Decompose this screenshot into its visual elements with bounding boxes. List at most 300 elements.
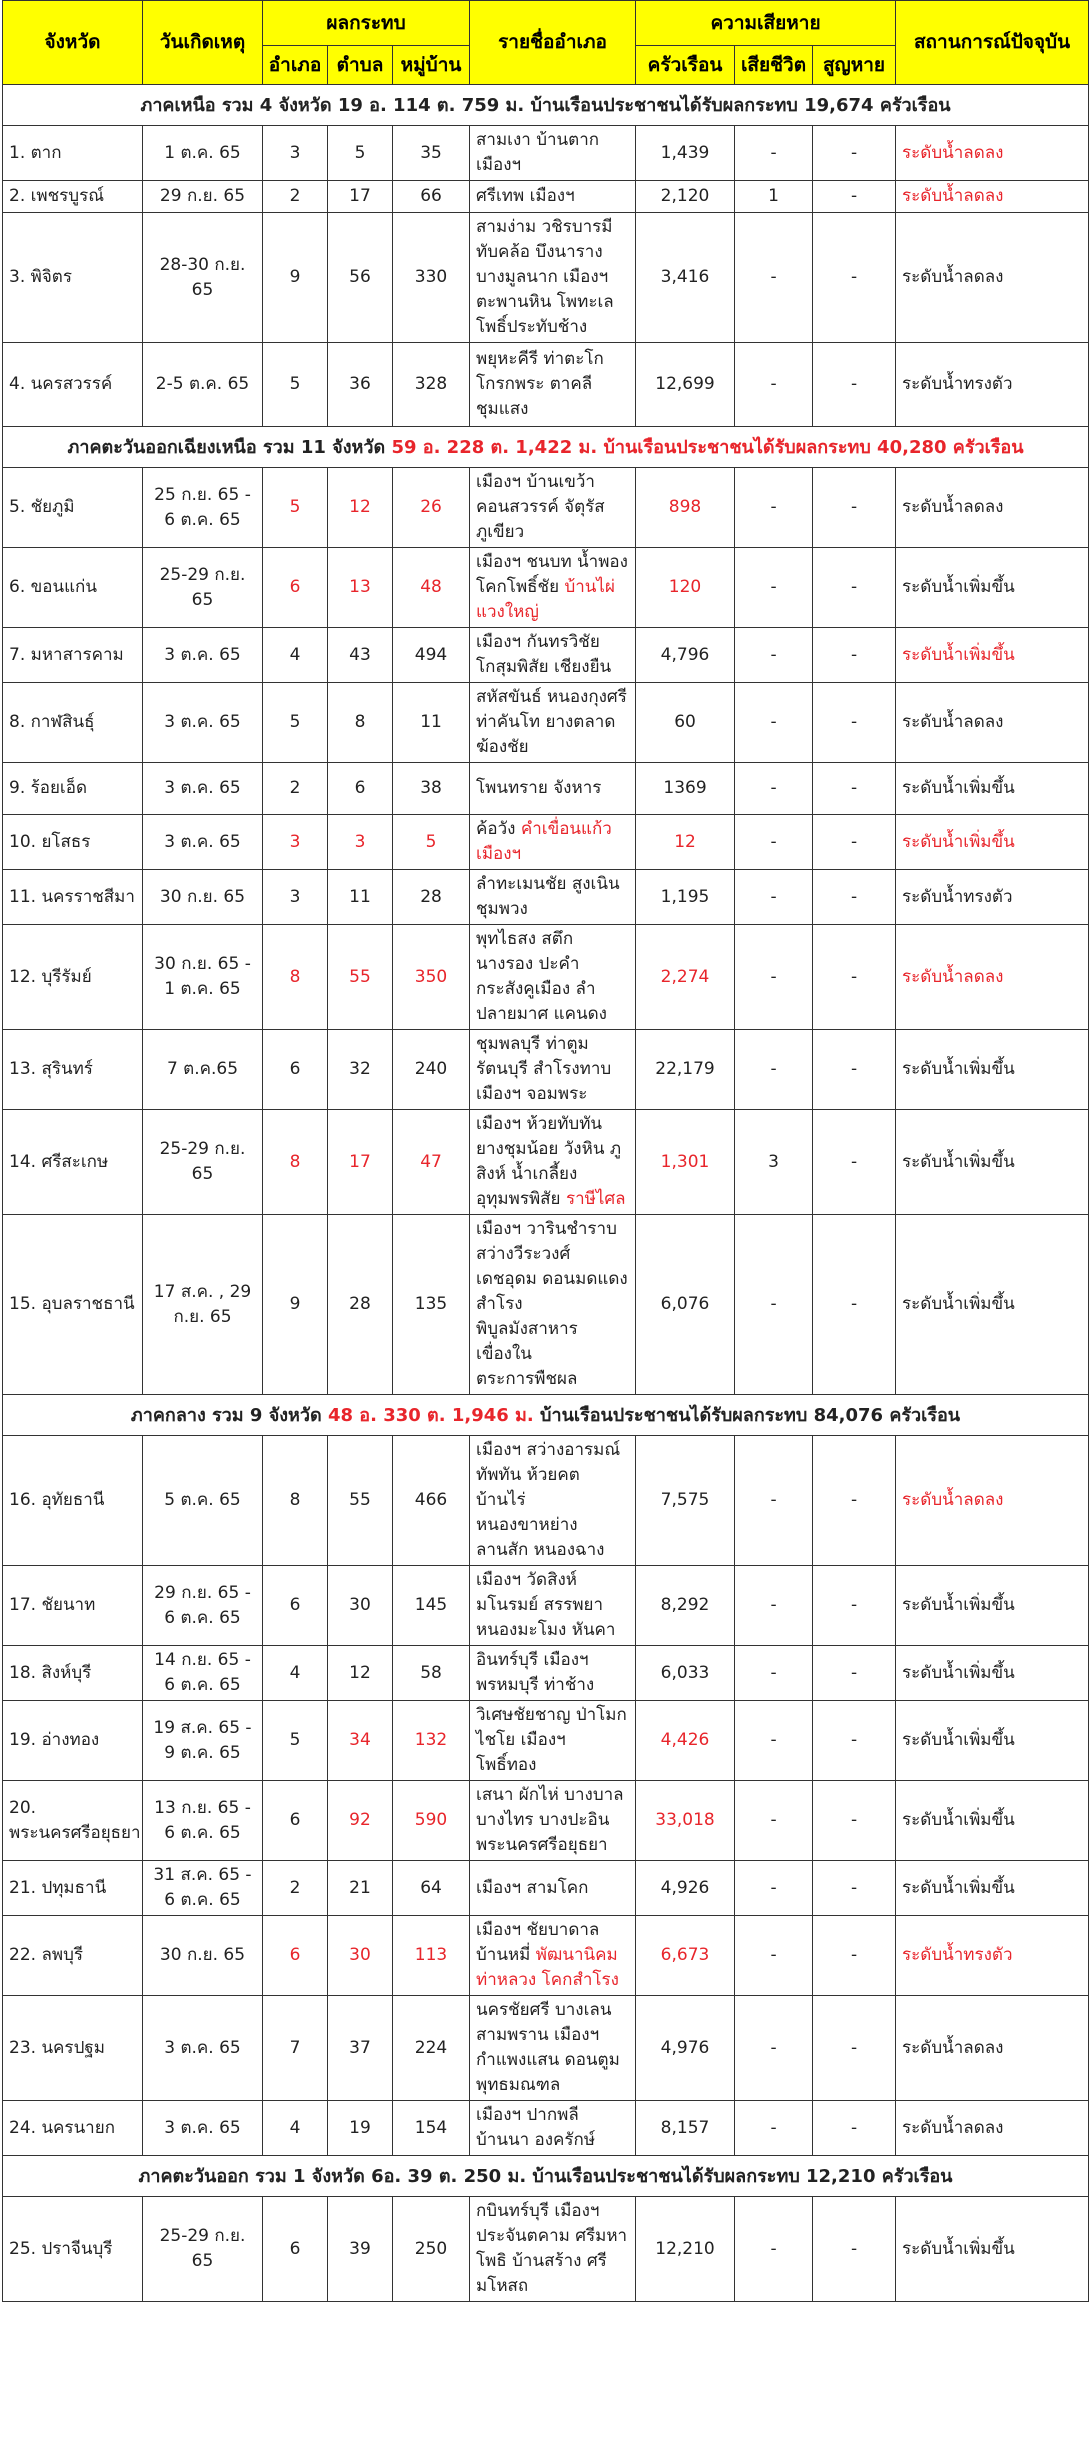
district-names-text: นครชัยศรี บางเลน สามพราน เมืองฯ กำแพงแสน ดอนตูม พุทธมณฑล bbox=[476, 2000, 620, 2095]
cell-muban: 48 bbox=[393, 548, 470, 628]
table-row bbox=[3, 1030, 1089, 1110]
table-row bbox=[3, 213, 1089, 343]
cell-households: 8,292 bbox=[636, 1566, 735, 1646]
cell-amphoe: 6 bbox=[263, 1916, 328, 1996]
table-row bbox=[3, 1566, 1089, 1646]
cell-date: 25 ก.ย. 65 - 6 ต.ค. 65 bbox=[143, 468, 263, 548]
district-names-text: สามเงา บ้านตาก เมืองฯ bbox=[476, 130, 600, 175]
cell-date: 3 ต.ค. 65 bbox=[143, 1996, 263, 2101]
cell-province: 22. ลพบุรี bbox=[3, 1916, 143, 1996]
cell-province: 10. ยโสธร bbox=[3, 815, 143, 870]
table-row bbox=[3, 2101, 1089, 2156]
cell-status: ระดับน้ำเพิ่มขึ้น bbox=[896, 1646, 1089, 1701]
cell-amphoe: 5 bbox=[263, 343, 328, 427]
cell-province: 14. ศรีสะเกษ bbox=[3, 1110, 143, 1215]
cell-tambon: 12 bbox=[328, 468, 393, 548]
cell-deaths: - bbox=[735, 1436, 813, 1566]
cell-deaths: - bbox=[735, 1781, 813, 1861]
region-row bbox=[3, 1395, 1089, 1436]
cell-households: 6,076 bbox=[636, 1215, 735, 1395]
cell-district-names bbox=[470, 683, 636, 763]
cell-amphoe: 8 bbox=[263, 1110, 328, 1215]
district-names-new: บ้านไผ่ แวงใหญ่ bbox=[476, 577, 615, 622]
cell-date: 1 ต.ค. 65 bbox=[143, 126, 263, 181]
cell-deaths: - bbox=[735, 548, 813, 628]
cell-muban: 66 bbox=[393, 181, 470, 213]
cell-date: 19 ส.ค. 65 - 9 ต.ค. 65 bbox=[143, 1701, 263, 1781]
cell-district-names bbox=[470, 1215, 636, 1395]
cell-missing: - bbox=[813, 548, 896, 628]
table-row bbox=[3, 1436, 1089, 1566]
cell-tambon: 56 bbox=[328, 213, 393, 343]
cell-households: 1369 bbox=[636, 763, 735, 815]
cell-muban: 330 bbox=[393, 213, 470, 343]
cell-amphoe: 7 bbox=[263, 1996, 328, 2101]
cell-muban: 250 bbox=[393, 2197, 470, 2302]
cell-tambon: 36 bbox=[328, 343, 393, 427]
cell-amphoe: 4 bbox=[263, 628, 328, 683]
cell-province: 9. ร้อยเอ็ด bbox=[3, 763, 143, 815]
col-missing-header: สูญหาย bbox=[813, 46, 896, 85]
cell-muban: 64 bbox=[393, 1861, 470, 1916]
cell-province: 1. ตาก bbox=[3, 126, 143, 181]
cell-tambon: 28 bbox=[328, 1215, 393, 1395]
cell-missing: - bbox=[813, 1436, 896, 1566]
cell-missing: - bbox=[813, 925, 896, 1030]
col-deaths-header: เสียชีวิต bbox=[735, 46, 813, 85]
cell-amphoe: 8 bbox=[263, 1436, 328, 1566]
cell-amphoe: 5 bbox=[263, 468, 328, 548]
cell-missing: - bbox=[813, 181, 896, 213]
cell-date: 30 ก.ย. 65 - 1 ต.ค. 65 bbox=[143, 925, 263, 1030]
cell-muban: 26 bbox=[393, 468, 470, 548]
cell-district-names bbox=[470, 1566, 636, 1646]
cell-missing: - bbox=[813, 343, 896, 427]
cell-province: 23. นครปฐม bbox=[3, 1996, 143, 2101]
table-row bbox=[3, 181, 1089, 213]
cell-deaths: - bbox=[735, 1215, 813, 1395]
cell-muban: 11 bbox=[393, 683, 470, 763]
table-row bbox=[3, 126, 1089, 181]
cell-deaths: - bbox=[735, 1030, 813, 1110]
cell-tambon: 21 bbox=[328, 1861, 393, 1916]
cell-tambon: 39 bbox=[328, 2197, 393, 2302]
cell-households: 22,179 bbox=[636, 1030, 735, 1110]
cell-date: 3 ต.ค. 65 bbox=[143, 763, 263, 815]
cell-date: 13 ก.ย. 65 - 6 ต.ค. 65 bbox=[143, 1781, 263, 1861]
cell-missing: - bbox=[813, 763, 896, 815]
table-row bbox=[3, 815, 1089, 870]
region-label-suffix: บ้านเรือนประชาชนได้รับผลกระทบ 84,076 ครัวเรือน bbox=[533, 1404, 961, 1426]
cell-households: 4,426 bbox=[636, 1701, 735, 1781]
col-households-header: ครัวเรือน bbox=[636, 46, 735, 85]
cell-tambon: 5 bbox=[328, 126, 393, 181]
cell-date: 29 ก.ย. 65 - 6 ต.ค. 65 bbox=[143, 1566, 263, 1646]
table-body bbox=[3, 85, 1089, 2302]
cell-missing: - bbox=[813, 1646, 896, 1701]
cell-date: 28-30 ก.ย. 65 bbox=[143, 213, 263, 343]
col-status-header: สถานการณ์ปัจจุบัน bbox=[896, 1, 1089, 85]
region-row bbox=[3, 2156, 1089, 2197]
cell-muban: 466 bbox=[393, 1436, 470, 1566]
cell-status: ระดับน้ำเพิ่มขึ้น bbox=[896, 1566, 1089, 1646]
cell-status: ระดับน้ำลดลง bbox=[896, 181, 1089, 213]
cell-status: ระดับน้ำลดลง bbox=[896, 683, 1089, 763]
cell-status: ระดับน้ำลดลง bbox=[896, 1436, 1089, 1566]
cell-province: 19. อ่างทอง bbox=[3, 1701, 143, 1781]
cell-amphoe: 5 bbox=[263, 1701, 328, 1781]
cell-deaths: - bbox=[735, 763, 813, 815]
cell-households: 8,157 bbox=[636, 2101, 735, 2156]
cell-date: 29 ก.ย. 65 bbox=[143, 181, 263, 213]
cell-amphoe: 3 bbox=[263, 815, 328, 870]
cell-amphoe: 6 bbox=[263, 1781, 328, 1861]
cell-tambon: 12 bbox=[328, 1646, 393, 1701]
district-names-text: เมืองฯ ชนบท น้ำพอง โคกโพธิ์ชัย bbox=[476, 552, 628, 597]
cell-date: 5 ต.ค. 65 bbox=[143, 1436, 263, 1566]
table-row bbox=[3, 925, 1089, 1030]
cell-missing: - bbox=[813, 126, 896, 181]
cell-district-names bbox=[470, 1110, 636, 1215]
cell-province: 8. กาฬสินธุ์ bbox=[3, 683, 143, 763]
table-row bbox=[3, 1701, 1089, 1781]
cell-province: 16. อุทัยธานี bbox=[3, 1436, 143, 1566]
cell-missing: - bbox=[813, 213, 896, 343]
cell-status: ระดับน้ำเพิ่มขึ้น bbox=[896, 1030, 1089, 1110]
table-row bbox=[3, 1215, 1089, 1395]
cell-province: 20. พระนครศรีอยุธยา bbox=[3, 1781, 143, 1861]
cell-tambon: 3 bbox=[328, 815, 393, 870]
cell-tambon: 43 bbox=[328, 628, 393, 683]
cell-status: ระดับน้ำลดลง bbox=[896, 468, 1089, 548]
col-damage-header: ความเสียหาย bbox=[636, 1, 896, 46]
cell-district-names bbox=[470, 1916, 636, 1996]
cell-province: 7. มหาสารคาม bbox=[3, 628, 143, 683]
cell-amphoe: 2 bbox=[263, 1861, 328, 1916]
cell-deaths: - bbox=[735, 628, 813, 683]
cell-households: 12,699 bbox=[636, 343, 735, 427]
col-impact-header: ผลกระทบ bbox=[263, 1, 470, 46]
cell-tambon: 19 bbox=[328, 2101, 393, 2156]
cell-tambon: 92 bbox=[328, 1781, 393, 1861]
cell-muban: 113 bbox=[393, 1916, 470, 1996]
cell-deaths: 1 bbox=[735, 181, 813, 213]
cell-district-names bbox=[470, 815, 636, 870]
cell-tambon: 13 bbox=[328, 548, 393, 628]
region-label-highlight: 48 อ. 330 ต. 1,946 ม. bbox=[327, 1404, 534, 1426]
cell-deaths: - bbox=[735, 213, 813, 343]
cell-missing: - bbox=[813, 683, 896, 763]
cell-missing: - bbox=[813, 1030, 896, 1110]
cell-tambon: 17 bbox=[328, 1110, 393, 1215]
col-tambon-header: ตำบล bbox=[328, 46, 393, 85]
table-row bbox=[3, 1916, 1089, 1996]
district-names-text: เมืองฯ ชัยบาดาล บ้านหมี่ bbox=[476, 1920, 600, 1965]
cell-status: ระดับน้ำเพิ่มขึ้น bbox=[896, 763, 1089, 815]
cell-province: 6. ขอนแก่น bbox=[3, 548, 143, 628]
cell-deaths: - bbox=[735, 925, 813, 1030]
cell-missing: - bbox=[813, 1566, 896, 1646]
cell-tambon: 30 bbox=[328, 1916, 393, 1996]
cell-tambon: 34 bbox=[328, 1701, 393, 1781]
cell-households: 12,210 bbox=[636, 2197, 735, 2302]
cell-status: ระดับน้ำทรงตัว bbox=[896, 343, 1089, 427]
cell-missing: - bbox=[813, 1861, 896, 1916]
cell-status: ระดับน้ำเพิ่มขึ้น bbox=[896, 1781, 1089, 1861]
district-names-text: ลำทะเมนชัย สูงเนิน ชุมพวง bbox=[476, 874, 620, 919]
cell-deaths: - bbox=[735, 343, 813, 427]
region-summary bbox=[3, 85, 1089, 126]
cell-date: 7 ต.ค.65 bbox=[143, 1030, 263, 1110]
region-label-prefix: ภาคตะวันออกเฉียงเหนือ รวม 11 จังหวัด bbox=[67, 436, 392, 458]
cell-households: 6,033 bbox=[636, 1646, 735, 1701]
cell-households: 4,796 bbox=[636, 628, 735, 683]
cell-tambon: 55 bbox=[328, 925, 393, 1030]
cell-muban: 132 bbox=[393, 1701, 470, 1781]
table-row bbox=[3, 628, 1089, 683]
cell-households: 898 bbox=[636, 468, 735, 548]
cell-amphoe: 6 bbox=[263, 1566, 328, 1646]
district-names-text: เมืองฯ ปากพลี บ้านนา องครักษ์ bbox=[476, 2105, 596, 2150]
cell-households: 1,195 bbox=[636, 870, 735, 925]
cell-province: 15. อุบลราชธานี bbox=[3, 1215, 143, 1395]
cell-date: 25-29 ก.ย. 65 bbox=[143, 2197, 263, 2302]
cell-province: 5. ชัยภูมิ bbox=[3, 468, 143, 548]
district-names-text: สามง่าม วชิรบารมี ทับคล้อ บึงนาราง บางมูลนาก เมืองฯ ตะพานหิน โพทะเล โพธิ์ประทับช้าง bbox=[476, 217, 614, 337]
cell-district-names bbox=[470, 1996, 636, 2101]
cell-province: 13. สุรินทร์ bbox=[3, 1030, 143, 1110]
district-names-text: วิเศษชัยชาญ ป่าโมก ไชโย เมืองฯ โพธิ์ทอง bbox=[476, 1705, 627, 1775]
table-row bbox=[3, 2197, 1089, 2302]
cell-status: ระดับน้ำเพิ่มขึ้น bbox=[896, 1701, 1089, 1781]
cell-households: 60 bbox=[636, 683, 735, 763]
cell-muban: 240 bbox=[393, 1030, 470, 1110]
cell-deaths: - bbox=[735, 1701, 813, 1781]
cell-district-names bbox=[470, 548, 636, 628]
cell-amphoe: 6 bbox=[263, 548, 328, 628]
cell-date: 30 ก.ย. 65 bbox=[143, 1916, 263, 1996]
cell-province: 25. ปราจีนบุรี bbox=[3, 2197, 143, 2302]
cell-amphoe: 4 bbox=[263, 1646, 328, 1701]
cell-date: 31 ส.ค. 65 - 6 ต.ค. 65 bbox=[143, 1861, 263, 1916]
cell-district-names bbox=[470, 126, 636, 181]
cell-date: 3 ต.ค. 65 bbox=[143, 628, 263, 683]
cell-deaths: 3 bbox=[735, 1110, 813, 1215]
cell-amphoe: 2 bbox=[263, 181, 328, 213]
cell-missing: - bbox=[813, 2101, 896, 2156]
cell-households: 3,416 bbox=[636, 213, 735, 343]
cell-status: ระดับน้ำเพิ่มขึ้น bbox=[896, 548, 1089, 628]
cell-district-names bbox=[470, 1701, 636, 1781]
table-row bbox=[3, 1781, 1089, 1861]
cell-date: 25-29 ก.ย. 65 bbox=[143, 1110, 263, 1215]
cell-date: 2-5 ต.ค. 65 bbox=[143, 343, 263, 427]
cell-district-names bbox=[470, 213, 636, 343]
region-row bbox=[3, 85, 1089, 126]
region-label-highlight: 59 อ. 228 ต. 1,422 ม. บ้านเรือนประชาชนได้รับผลกระทบ 40,280 ครัวเรือน bbox=[391, 436, 1024, 458]
cell-district-names bbox=[470, 343, 636, 427]
cell-date: 3 ต.ค. 65 bbox=[143, 2101, 263, 2156]
cell-status: ระดับน้ำเพิ่มขึ้น bbox=[896, 815, 1089, 870]
cell-deaths: - bbox=[735, 1996, 813, 2101]
cell-deaths: - bbox=[735, 870, 813, 925]
cell-households: 1,439 bbox=[636, 126, 735, 181]
district-names-text: ค้อวัง bbox=[476, 819, 516, 839]
cell-households: 7,575 bbox=[636, 1436, 735, 1566]
cell-deaths: - bbox=[735, 1646, 813, 1701]
cell-amphoe: 8 bbox=[263, 925, 328, 1030]
cell-province: 17. ชัยนาท bbox=[3, 1566, 143, 1646]
cell-households: 4,926 bbox=[636, 1861, 735, 1916]
cell-households: 2,274 bbox=[636, 925, 735, 1030]
district-names-text: เมืองฯ สว่างอารมณ์ ทัพทัน ห้วยคต บ้านไร่ หนองขาหย่าง ลานสัก หนองฉาง bbox=[476, 1440, 621, 1560]
cell-muban: 224 bbox=[393, 1996, 470, 2101]
cell-amphoe: 9 bbox=[263, 1215, 328, 1395]
cell-amphoe: 2 bbox=[263, 763, 328, 815]
table-row bbox=[3, 468, 1089, 548]
cell-muban: 5 bbox=[393, 815, 470, 870]
cell-muban: 38 bbox=[393, 763, 470, 815]
col-muban-header: หมู่บ้าน bbox=[393, 46, 470, 85]
cell-tambon: 17 bbox=[328, 181, 393, 213]
cell-district-names bbox=[470, 468, 636, 548]
cell-amphoe: 6 bbox=[263, 2197, 328, 2302]
cell-missing: - bbox=[813, 815, 896, 870]
cell-province: 2. เพชรบูรณ์ bbox=[3, 181, 143, 213]
cell-status: ระดับน้ำลดลง bbox=[896, 925, 1089, 1030]
cell-deaths: - bbox=[735, 468, 813, 548]
cell-deaths: - bbox=[735, 1566, 813, 1646]
district-names-text: เสนา ผักไห่ บางบาล บางไทร บางปะอิน พระนครศรีอยุธยา bbox=[476, 1785, 624, 1855]
cell-amphoe: 9 bbox=[263, 213, 328, 343]
cell-amphoe: 5 bbox=[263, 683, 328, 763]
cell-status: ระดับน้ำเพิ่มขึ้น bbox=[896, 1215, 1089, 1395]
district-names-text: ศรีเทพ เมืองฯ bbox=[476, 186, 575, 206]
cell-tambon: 32 bbox=[328, 1030, 393, 1110]
cell-households: 1,301 bbox=[636, 1110, 735, 1215]
cell-date: 30 ก.ย. 65 bbox=[143, 870, 263, 925]
cell-muban: 494 bbox=[393, 628, 470, 683]
cell-district-names bbox=[470, 1781, 636, 1861]
cell-missing: - bbox=[813, 628, 896, 683]
region-summary bbox=[3, 1395, 1089, 1436]
district-names-text: สหัสขันธ์ หนองกุงศรี ท่าคันโท ยางตลาด ฆ้องชัย bbox=[476, 687, 627, 757]
table-row bbox=[3, 763, 1089, 815]
region-summary bbox=[3, 427, 1089, 468]
cell-muban: 328 bbox=[393, 343, 470, 427]
cell-province: 21. ปทุมธานี bbox=[3, 1861, 143, 1916]
cell-tambon: 6 bbox=[328, 763, 393, 815]
cell-date: 3 ต.ค. 65 bbox=[143, 815, 263, 870]
col-district-names-header: รายชื่ออำเภอ bbox=[470, 1, 636, 85]
cell-muban: 35 bbox=[393, 126, 470, 181]
cell-district-names bbox=[470, 870, 636, 925]
cell-households: 120 bbox=[636, 548, 735, 628]
table-row bbox=[3, 1646, 1089, 1701]
cell-missing: - bbox=[813, 2197, 896, 2302]
cell-households: 33,018 bbox=[636, 1781, 735, 1861]
cell-missing: - bbox=[813, 1916, 896, 1996]
cell-households: 4,976 bbox=[636, 1996, 735, 2101]
cell-missing: - bbox=[813, 1996, 896, 2101]
region-label: ภาคเหนือ รวม 4 จังหวัด 19 อ. 114 ต. 759 ม. บ้านเรือนประชาชนได้รับผลกระทบ 19,674 ครัวเรือน bbox=[140, 94, 951, 116]
district-names-text: พยุหะคีรี ท่าตะโก โกรกพระ ตาคลี ชุมแสง bbox=[476, 349, 604, 419]
cell-amphoe: 3 bbox=[263, 126, 328, 181]
cell-deaths: - bbox=[735, 126, 813, 181]
cell-missing: - bbox=[813, 1701, 896, 1781]
cell-deaths: - bbox=[735, 1916, 813, 1996]
cell-tambon: 55 bbox=[328, 1436, 393, 1566]
cell-province: 12. บุรีรัมย์ bbox=[3, 925, 143, 1030]
district-names-new: พัฒนานิคม ท่าหลวง โคกสำโรง bbox=[476, 1945, 619, 1990]
col-province-header: จังหวัด bbox=[3, 1, 143, 85]
cell-date: 3 ต.ค. 65 bbox=[143, 683, 263, 763]
cell-deaths: - bbox=[735, 683, 813, 763]
cell-district-names bbox=[470, 1646, 636, 1701]
district-names-new: ราษีไศล bbox=[565, 1189, 626, 1209]
cell-district-names bbox=[470, 2197, 636, 2302]
cell-amphoe: 6 bbox=[263, 1030, 328, 1110]
table-row bbox=[3, 870, 1089, 925]
cell-tambon: 37 bbox=[328, 1996, 393, 2101]
table-row bbox=[3, 683, 1089, 763]
cell-muban: 28 bbox=[393, 870, 470, 925]
cell-date: 25-29 ก.ย. 65 bbox=[143, 548, 263, 628]
cell-district-names bbox=[470, 1436, 636, 1566]
cell-province: 18. สิงห์บุรี bbox=[3, 1646, 143, 1701]
cell-households: 2,120 bbox=[636, 181, 735, 213]
district-names-text: โพนทราย จังหาร bbox=[476, 778, 602, 798]
col-amphoe-header: อำเภอ bbox=[263, 46, 328, 85]
cell-muban: 145 bbox=[393, 1566, 470, 1646]
cell-district-names bbox=[470, 1030, 636, 1110]
cell-muban: 350 bbox=[393, 925, 470, 1030]
district-names-text: ชุมพลบุรี ท่าตูม รัตนบุรี สำโรงทาบ เมืองฯ จอมพระ bbox=[476, 1034, 612, 1104]
district-names-text: เมืองฯ สามโคก bbox=[476, 1877, 589, 1898]
cell-district-names bbox=[470, 763, 636, 815]
table-row bbox=[3, 548, 1089, 628]
cell-status: ระดับน้ำเพิ่มขึ้น bbox=[896, 1110, 1089, 1215]
cell-district-names bbox=[470, 925, 636, 1030]
cell-district-names bbox=[470, 628, 636, 683]
region-label: ภาคตะวันออก รวม 1 จังหวัด 6อ. 39 ต. 250 ม. บ้านเรือนประชาชนได้รับผลกระทบ 12,210 ครัวเรือน bbox=[138, 2165, 953, 2187]
cell-missing: - bbox=[813, 468, 896, 548]
cell-muban: 590 bbox=[393, 1781, 470, 1861]
cell-status: ระดับน้ำเพิ่มขึ้น bbox=[896, 1861, 1089, 1916]
cell-province: 11. นครราชสีมา bbox=[3, 870, 143, 925]
cell-province: 4. นครสวรรค์ bbox=[3, 343, 143, 427]
district-names-text: อินทร์บุรี เมืองฯ พรหมบุรี ท่าช้าง bbox=[476, 1650, 595, 1695]
district-names-text: เมืองฯ กันทรวิชัย โกสุมพิสัย เชียงยืน bbox=[476, 632, 612, 677]
district-names-text: เมืองฯ วารินชำราบ สว่างวีระวงศ์ เดชอุดม ดอนมดแดง สำโรง พิบูลมังสาหาร เขื่องใน ตระการพืชผล bbox=[476, 1219, 628, 1389]
cell-tambon: 8 bbox=[328, 683, 393, 763]
cell-district-names bbox=[470, 1861, 636, 1916]
cell-district-names bbox=[470, 181, 636, 213]
district-names-text: เมืองฯ บ้านเขว้า คอนสวรรค์ จัตุรัส ภูเขียว bbox=[476, 472, 605, 542]
cell-muban: 47 bbox=[393, 1110, 470, 1215]
district-names-text: เมืองฯ วัดสิงห์ มโนรมย์ สรรพยา หนองมะโมง หันคา bbox=[476, 1570, 616, 1640]
cell-muban: 135 bbox=[393, 1215, 470, 1395]
cell-missing: - bbox=[813, 1215, 896, 1395]
table-row bbox=[3, 1110, 1089, 1215]
cell-date: 14 ก.ย. 65 - 6 ต.ค. 65 bbox=[143, 1646, 263, 1701]
cell-status: ระดับน้ำลดลง bbox=[896, 213, 1089, 343]
table-row bbox=[3, 1996, 1089, 2101]
cell-muban: 58 bbox=[393, 1646, 470, 1701]
region-summary bbox=[3, 2156, 1089, 2197]
col-date-header: วันเกิดเหตุ bbox=[143, 1, 263, 85]
cell-deaths: - bbox=[735, 2197, 813, 2302]
